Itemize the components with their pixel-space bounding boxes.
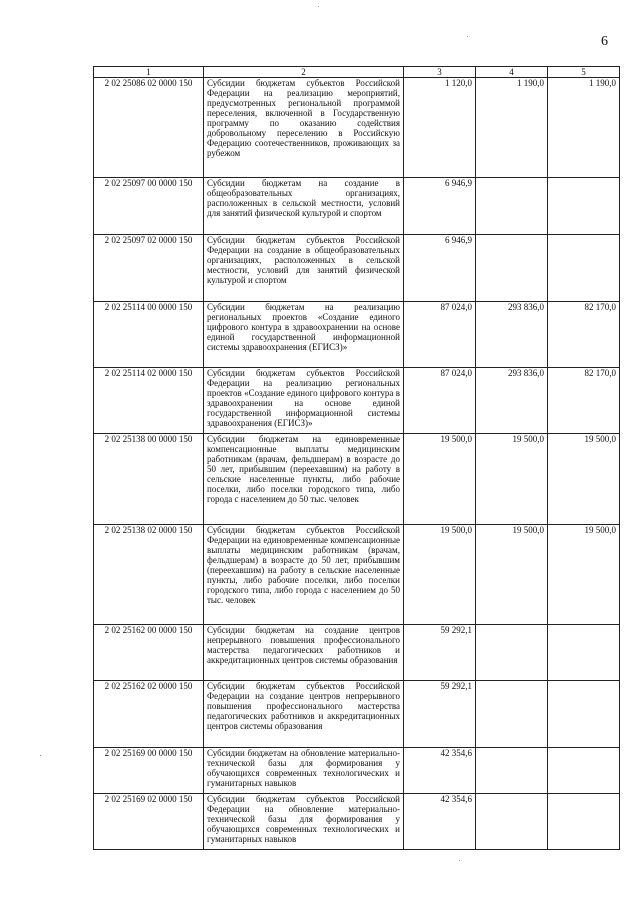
row-code: 2 02 25162 00 0000 150 [94,625,204,681]
row-value-col4 [476,235,548,302]
col-header-2: 2 [204,67,404,78]
budget-table [93,66,620,850]
table-row [94,748,620,794]
table-row [94,368,620,434]
row-name: Субсидии бюджетам субъектов Российской Федерации на создание в общеобразовательных организациях, расположенных в сельской местности, условий для занятий физической культурой и спортом [204,235,404,302]
row-value-col5: 82 170,0 [548,368,620,434]
row-value-col5 [548,794,620,850]
row-name: Субсидии бюджетам субъектов Российской Федерации на реализацию региональных проектов «Создание единого цифрового контура в здравоохранении на основе единой государственной информационной системы здравоохранения (ЕГИСЗ)» [204,368,404,434]
row-name: Субсидии бюджетам субъектов Российской Федерации на реализацию мероприятий, предусмотренных региональной программой переселения, включенной в Государственную программу по оказанию содействия добровольному переселению в Российскую Федерацию соотечественников, проживающих за рубежом [204,78,404,178]
col-header-1: 1 [94,67,204,78]
row-code: 2 02 25138 02 0000 150 [94,525,204,625]
row-code: 2 02 25114 00 0000 150 [94,302,204,368]
row-value-col4: 293 836,0 [476,302,548,368]
row-code: 2 02 25162 02 0000 150 [94,681,204,748]
table-row [94,78,620,178]
row-value-col5 [548,178,620,235]
row-value-col4: 19 500,0 [476,525,548,625]
row-name: Субсидии бюджетам на создание в общеобразовательных организациях, расположенных в сельской местности, условий для занятий физической культурой и спортом [204,178,404,235]
row-name: Субсидии бюджетам на обновление материально-технической базы для формирования у обучающихся современных технологических и гуманитарных навыков [204,748,404,794]
row-value-col5: 82 170,0 [548,302,620,368]
col-header-4: 4 [476,67,548,78]
row-value-col4: 293 836,0 [476,368,548,434]
scan-speck [318,6,319,7]
header-row [94,67,620,78]
row-name: Субсидии бюджетам субъектов Российской Федерации на создание центров непрерывного повышения профессионального мастерства педагогических работников и аккредитационных центров системы образования [204,681,404,748]
row-code: 2 02 25086 02 0000 150 [94,78,204,178]
row-value-col4 [476,794,548,850]
col-header-3: 3 [404,67,476,78]
scan-speck [467,36,468,37]
row-value-col5: 1 190,0 [548,78,620,178]
row-value-col4 [476,748,548,794]
col-header-5: 5 [548,67,620,78]
table-row [94,794,620,850]
row-value-col3: 19 500,0 [404,525,476,625]
scan-speck [459,860,460,861]
row-code: 2 02 25097 00 0000 150 [94,178,204,235]
row-code: 2 02 25169 00 0000 150 [94,748,204,794]
row-value-col5 [548,681,620,748]
row-code: 2 02 25097 02 0000 150 [94,235,204,302]
row-name: Субсидии бюджетам на реализацию региональных проектов «Создание единого цифрового контура в здравоохранении на основе единой государственной информационной системы здравоохранения (ЕГИСЗ)» [204,302,404,368]
row-value-col4 [476,681,548,748]
table-row [94,178,620,235]
row-value-col3: 42 354,6 [404,748,476,794]
row-value-col4: 1 190,0 [476,78,548,178]
table-row [94,625,620,681]
row-value-col3: 19 500,0 [404,434,476,525]
row-name: Субсидии бюджетам субъектов Российской Федерации на единовременные компенсационные выплаты медицинским работникам (врачам, фельдшерам) в возрасте до 50 лет, прибывшим (переехавшим) на работу в сельские населенные пункты, либо рабочие поселки, либо поселки городского типа, либо города с населением до 50 тыс. человек [204,525,404,625]
row-value-col5: 19 500,0 [548,525,620,625]
row-value-col5: 19 500,0 [548,434,620,525]
row-value-col3: 87 024,0 [404,302,476,368]
table-row [94,434,620,525]
row-value-col4 [476,625,548,681]
row-value-col4 [476,178,548,235]
row-name: Субсидии бюджетам на создание центров непрерывного повышения профессионального мастерства педагогических работников и аккредитационных центров системы образования [204,625,404,681]
row-value-col3: 59 292,1 [404,625,476,681]
row-value-col5 [548,748,620,794]
table-row [94,525,620,625]
row-code: 2 02 25114 02 0000 150 [94,368,204,434]
row-value-col3: 6 946,9 [404,178,476,235]
row-value-col4: 19 500,0 [476,434,548,525]
row-name: Субсидии бюджетам субъектов Российской Федерации на обновление материально-технической базы для формирования у обучающихся современных технологических и гуманитарных навыков [204,794,404,850]
row-value-col3: 42 354,6 [404,794,476,850]
row-code: 2 02 25138 00 0000 150 [94,434,204,525]
table-row [94,681,620,748]
row-value-col5 [548,625,620,681]
row-value-col5 [548,235,620,302]
page-number: 6 [601,34,608,49]
row-name: Субсидии бюджетам на единовременные компенсационные выплаты медицинским работникам (врачам, фельдшерам) в возрасте до 50 лет, прибывшим (переехавшим) на работу в сельские населенные пункты, либо рабочие поселки, либо поселки городского типа, либо города с населением до 50 тыс. человек [204,434,404,525]
row-value-col3: 6 946,9 [404,235,476,302]
table-row [94,235,620,302]
row-value-col3: 59 292,1 [404,681,476,748]
row-code: 2 02 25169 02 0000 150 [94,794,204,850]
scan-speck [40,755,41,756]
row-value-col3: 87 024,0 [404,368,476,434]
row-value-col3: 1 120,0 [404,78,476,178]
table-row [94,302,620,368]
